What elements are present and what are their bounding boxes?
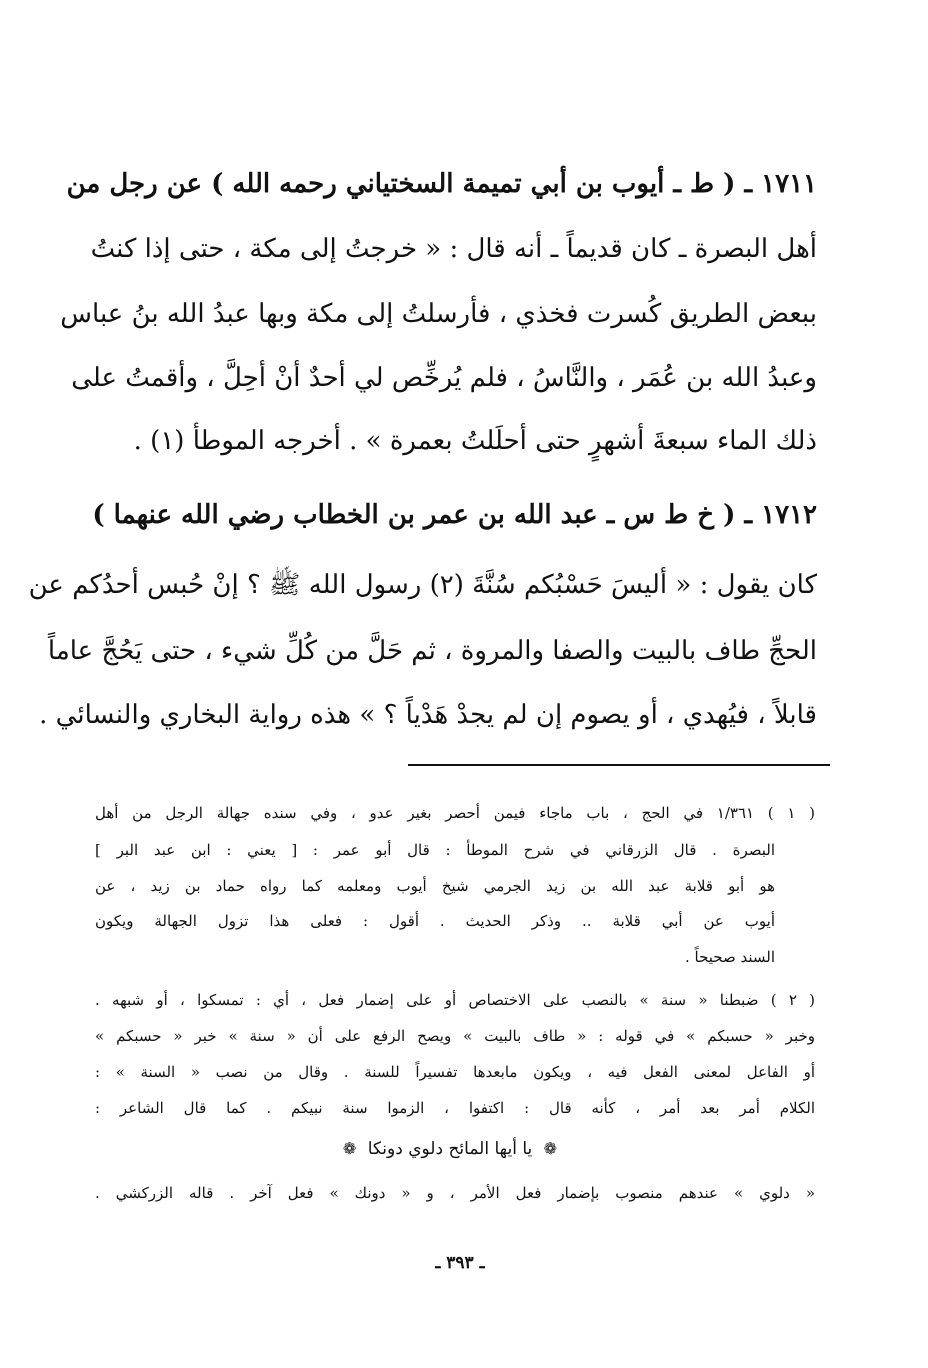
footnote-2-line-5: « دلوي » عندهم منصوب بإضمار فعل الأمر ، و « دونك » فعل آخر . قاله الزركشي . (95, 1184, 815, 1202)
hadith-1711-line-1: ١٧١١ ـ ( ط ـ أيوب بن أبي تميمة السختياني رحمه الله ) عن رجل من (66, 169, 817, 199)
hadith-1712-line-4: قابلاً ، فيُهدي ، أو يصوم إن لم يجدْ هَدْياً ؟ » هذه رواية البخاري والنسائي . (39, 700, 817, 730)
verse-ornament-left-icon: ❁ (342, 1139, 357, 1158)
page-number: ـ ٣٩٣ ـ (435, 1253, 485, 1273)
poetry-verse (200, 1134, 700, 1164)
footnote-1-line-1: ( ١ ) ١/٣٦١ في الحج ، باب ماجاء فيمن أحصر بغير عدو ، وفي سنده جهالة الرجل من أهل (95, 804, 815, 822)
hadith-1711-line-3: ببعض الطريق كُسرت فخذي ، فأرسلتُ إلى مكة وبها عبدُ الله بنُ عباس (60, 299, 817, 329)
verse-text: يا أيها المائح دلوي دونكا (367, 1139, 533, 1159)
footnote-separator (408, 764, 830, 766)
hadith-1712-line-1: ١٧١٢ ـ ( خ ط س ـ عبد الله بن عمر بن الخطاب رضي الله عنهما ) (92, 500, 817, 530)
hadith-1712-line-3: الحجِّ طاف بالبيت والصفا والمروة ، ثم حَلَّ من كُلِّ شيء ، حتى يَحُجَّ عاماً (47, 636, 817, 666)
footnote-2-line-1: ( ٢ ) ضبطنا « سنة » بالنصب على الاختصاص أو على إضمار فعل ، أي : تمسكوا ، أو شبهه . (95, 991, 816, 1009)
hadith-1712-line-2: كان يقول : « أليسَ حَسْبُكم سُنَّةَ (٢) رسول الله ﷺ ؟ إنْ حُبس أحدُكم عن (28, 570, 817, 600)
footnote-1-line-4: أيوب عن أبي قلابة .. وذكر الحديث . أقول : فعلى هذا تزول الجهالة ويكون (95, 912, 775, 930)
footnote-2-line-3: أو الفاعل لمعنى الفعل فيه ، ويكون مابعدها تفسيراً للسنة . وقال من نصب « السنة » : (95, 1063, 815, 1081)
hadith-1711-line-5: ذلك الماء سبعةَ أشهرٍ حتى أحلَلتُ بعمرة » . أخرجه الموطأ (١) . (133, 426, 817, 456)
footnote-2-line-4: الكلام أمر بعد أمر ، كأنه قال : اكتفوا ، الزموا سنة نبيكم . كما قال الشاعر : (95, 1099, 815, 1117)
hadith-1711-line-2: أهل البصرة ـ كان قديماً ـ أنه قال : « خرجتُ إلى مكة ، حتى إذا كنتُ (90, 234, 817, 264)
footnote-1-line-2: البصرة . قال الزرقاني في شرح الموطأ : قال أبو عمر : [ يعني : ابن عبد البر ] (95, 841, 775, 859)
hadith-1711-line-4: وعبدُ الله بن عُمَر ، والنَّاسُ ، فلم يُرخِّص لي أحدٌ أنْ أحِلَّ ، وأقمتُ على (71, 363, 817, 393)
footnote-1-line-3: هو أبو قلابة عبد الله بن زيد الجرمي شيخ أيوب ومعلمه كما رواه حماد بن زيد ، عن (95, 877, 775, 895)
footnote-2-line-2: وخبر « حسبكم » في قوله : « طاف بالبيت » ويصح الرفع على أن « سنة » خبر « حسبكم » (95, 1027, 815, 1045)
footnote-1-line-5: السند صحيحاً . (684, 948, 775, 966)
verse-ornament-right-icon: ❁ (543, 1139, 558, 1158)
